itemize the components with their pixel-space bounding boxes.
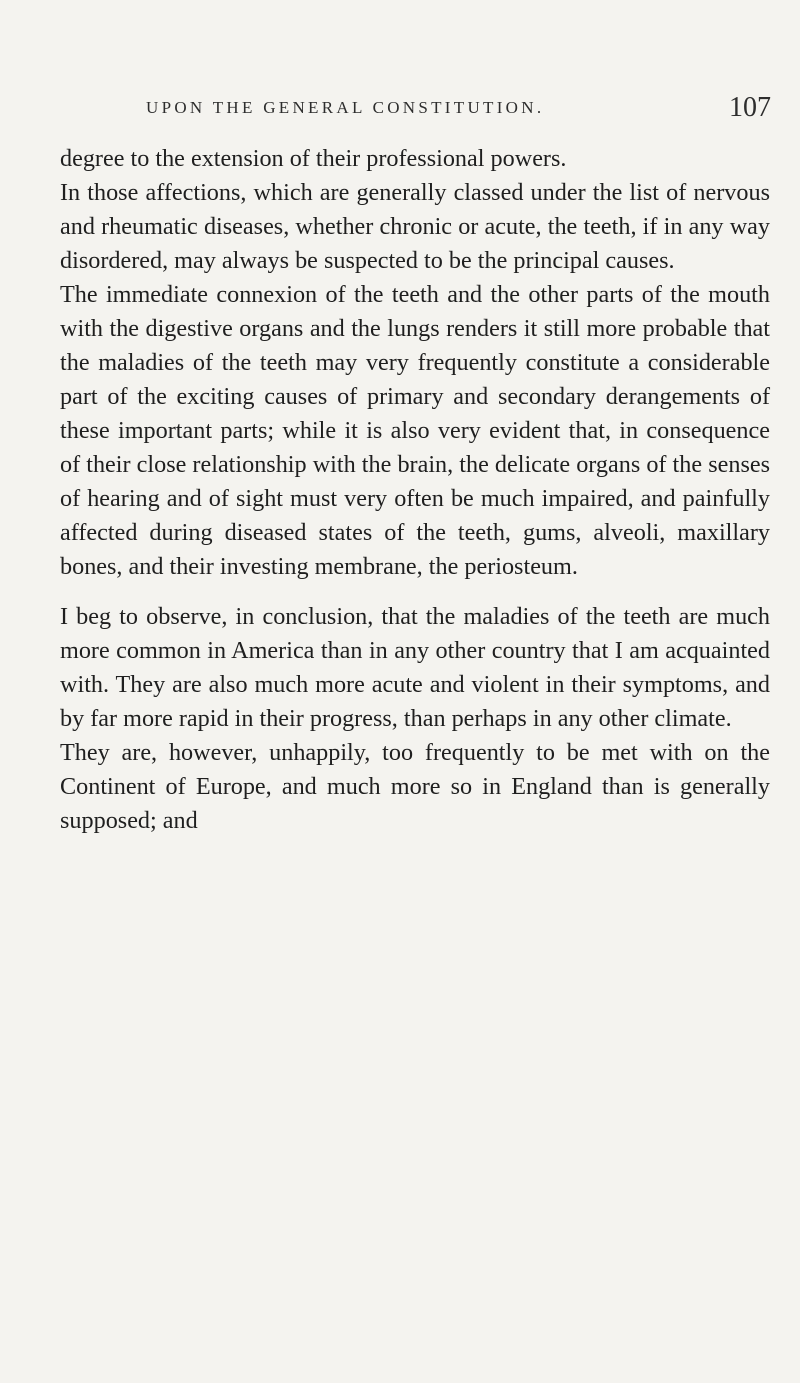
body-text <box>60 142 770 838</box>
page-number: 107 <box>729 92 771 123</box>
page-header <box>146 92 771 136</box>
running-head: UPON THE GENERAL CONSTITUTION. <box>146 98 545 117</box>
paragraph-3: The immediate connexion of the teeth and the other parts of the mouth with the digestive organs and the lungs renders it still more probable that the maladies of the teeth may very frequently constitute a considerable part of the exciting causes of primary and secondary derangements of these important parts; while it is also very evident that, in consequence of their close relationship with the brain, the delicate organs of the senses of hearing and of sight must very often be much impaired, and painfully affected during diseased states of the teeth, gums, alveoli, maxillary bones, and their investing membrane, the periosteum. <box>60 281 770 580</box>
paragraph-5: They are, however, unhappily, too frequently to be met with on the Continent of Europe, and much more so in England than is generally supposed; and <box>60 739 770 834</box>
paragraph-1: degree to the extension of their professional powers. <box>60 145 567 172</box>
paragraph-4: I beg to observe, in conclusion, that the maladies of the teeth are much more common in America than in any other country that I am acquainted with. They are also much more acute and violent in their symptoms, and by far more rapid in their progress, than perhaps in any other climate. <box>60 603 770 732</box>
paragraph-2: In those affections, which are generally classed under the list of nervous and rheumatic diseases, whether chronic or acute, the teeth, if in any way disordered, may always be suspected to be the principal causes. <box>60 179 770 274</box>
